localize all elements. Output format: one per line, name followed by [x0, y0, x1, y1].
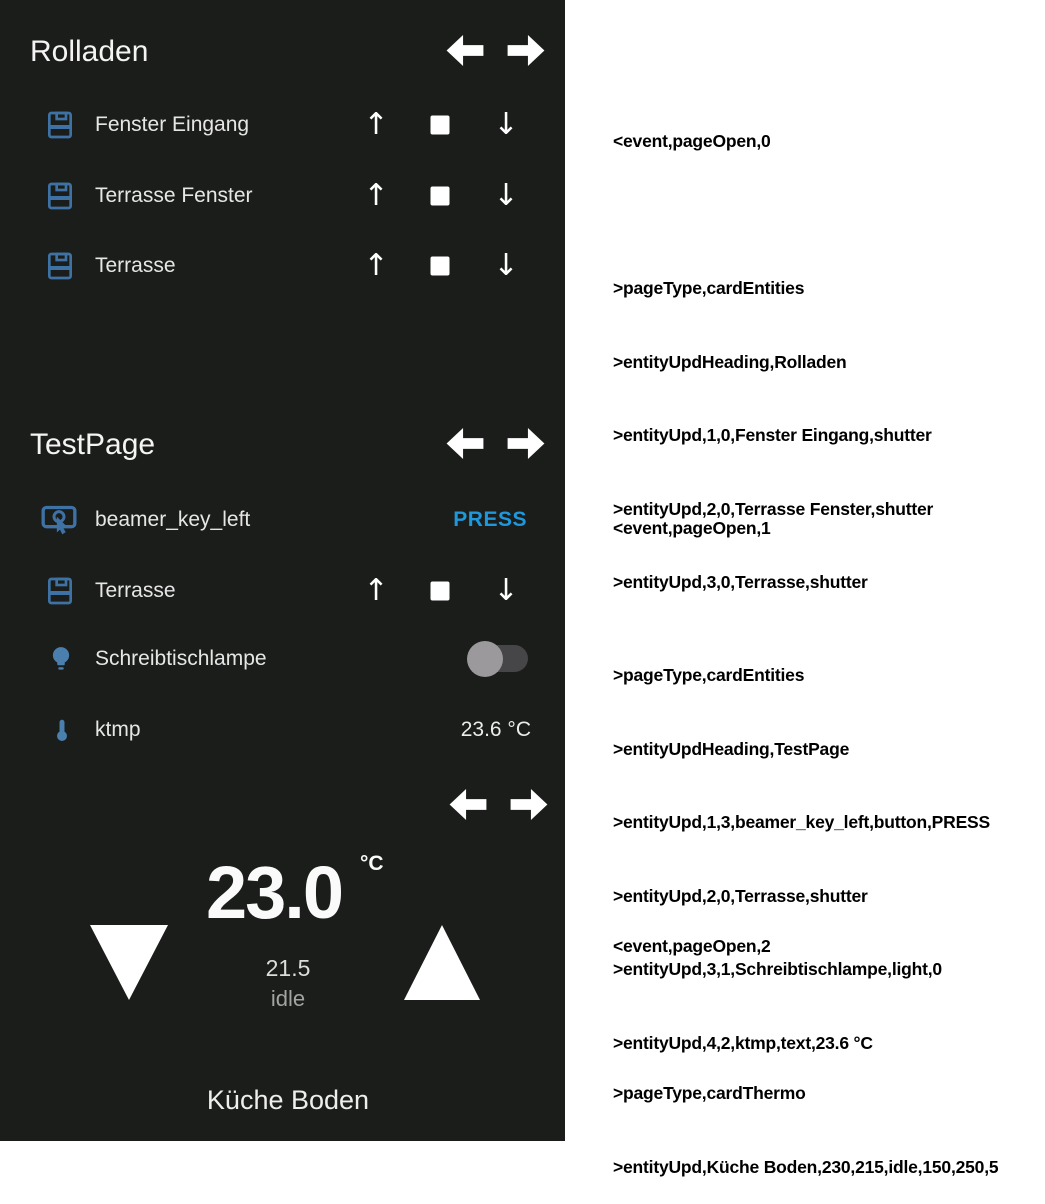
arrow-right-icon — [507, 35, 545, 66]
prev-page-button[interactable] — [446, 428, 484, 459]
gesture-tap-button-icon — [38, 500, 80, 540]
lightbulb-icon — [46, 642, 76, 676]
shutter-icon — [44, 248, 76, 284]
entity-label: ktmp — [95, 718, 141, 741]
arrow-right-icon — [507, 428, 545, 459]
log-event-line: <event,pageOpen,1 — [613, 518, 771, 538]
shutter-stop-button[interactable] — [431, 257, 450, 276]
entity-label: Schreibtischlampe — [95, 647, 267, 670]
log-line: >entityUpd,2,0,Terrasse Fenster,shutter — [613, 498, 934, 519]
target-temperature: 21.5 — [265, 955, 311, 981]
log-line: >pageType,cardEntities — [613, 278, 805, 298]
log-block-page2 — [613, 885, 998, 1204]
log-blank-line — [613, 203, 933, 228]
thermometer-icon — [49, 711, 75, 749]
entity-label: beamer_key_left — [95, 508, 251, 531]
arrow-left-icon — [446, 35, 484, 66]
shutter-up-button[interactable]: ↑ — [363, 573, 389, 608]
arrow-left-icon — [446, 428, 484, 459]
shutter-up-button[interactable]: ↑ — [363, 248, 389, 283]
temperature-unit: °C — [360, 852, 384, 875]
next-page-button[interactable] — [510, 789, 548, 820]
prev-page-button[interactable] — [449, 789, 487, 820]
shutter-icon — [44, 107, 76, 143]
entity-label: Fenster Eingang — [95, 113, 250, 136]
log-line: >entityUpd,1,3,beamer_key_left,button,PRESS — [613, 812, 990, 832]
page-title: Rolladen — [30, 35, 149, 68]
shutter-stop-button[interactable] — [431, 187, 450, 206]
log-line: >entityUpd,1,0,Fenster Eingang,shutter — [613, 425, 932, 445]
hvac-state: idle — [270, 986, 306, 1011]
log-blank-line — [613, 1008, 998, 1033]
log-line: >entityUpd,3,1,Schreibtischlampe,light,0 — [613, 959, 942, 979]
log-line: >entityUpd,3,0,Terrasse,shutter — [613, 572, 868, 592]
log-line: >entityUpd,4,2,ktmp,text,23.6 °C — [613, 1032, 873, 1053]
shutter-stop-button[interactable] — [431, 116, 450, 135]
temp-up-button[interactable] — [404, 925, 480, 1005]
prev-page-button[interactable] — [446, 35, 484, 66]
shutter-down-button[interactable]: ↓ — [493, 248, 519, 283]
sensor-value: 23.6 °C — [460, 718, 531, 741]
triangle-down-icon — [90, 925, 168, 1000]
shutter-up-button[interactable]: ↑ — [363, 178, 389, 213]
shutter-stop-button[interactable] — [431, 582, 450, 601]
shutter-icon — [44, 178, 76, 214]
temp-down-button[interactable] — [90, 925, 168, 1005]
entity-label: Terrasse Fenster — [95, 184, 253, 207]
log-line: >entityUpd,Küche Boden,230,215,idle,150,250,5 — [613, 1156, 999, 1177]
entity-label: Terrasse — [95, 579, 176, 602]
log-line: >entityUpdHeading,Rolladen — [613, 351, 847, 372]
arrow-right-icon — [510, 789, 548, 820]
current-temperature: 23.0 — [206, 851, 343, 934]
press-button[interactable]: PRESS — [453, 508, 527, 531]
log-event-line: <event,pageOpen,2 — [613, 936, 771, 956]
next-page-button[interactable] — [507, 35, 545, 66]
shutter-up-button[interactable]: ↑ — [363, 107, 389, 142]
arrow-left-icon — [449, 789, 487, 820]
log-blank-line — [613, 590, 990, 615]
log-line: >pageType,cardEntities — [613, 665, 805, 685]
log-line: >entityUpd,2,0,Terrasse,shutter — [613, 885, 868, 906]
shutter-down-button[interactable]: ↓ — [493, 178, 519, 213]
entity-label: Terrasse — [95, 254, 176, 277]
thermostat-title: Küche Boden — [206, 1085, 370, 1115]
shutter-down-button[interactable]: ↓ — [493, 573, 519, 608]
log-line: >pageType,cardThermo — [613, 1083, 806, 1103]
page-title: TestPage — [30, 428, 156, 461]
next-page-button[interactable] — [507, 428, 545, 459]
triangle-up-icon — [404, 925, 480, 1000]
light-toggle-knob[interactable] — [467, 641, 503, 677]
shutter-down-button[interactable]: ↓ — [493, 107, 519, 142]
log-event-line: <event,pageOpen,0 — [613, 131, 771, 151]
log-line: >entityUpdHeading,TestPage — [613, 738, 850, 759]
shutter-icon — [44, 573, 76, 609]
